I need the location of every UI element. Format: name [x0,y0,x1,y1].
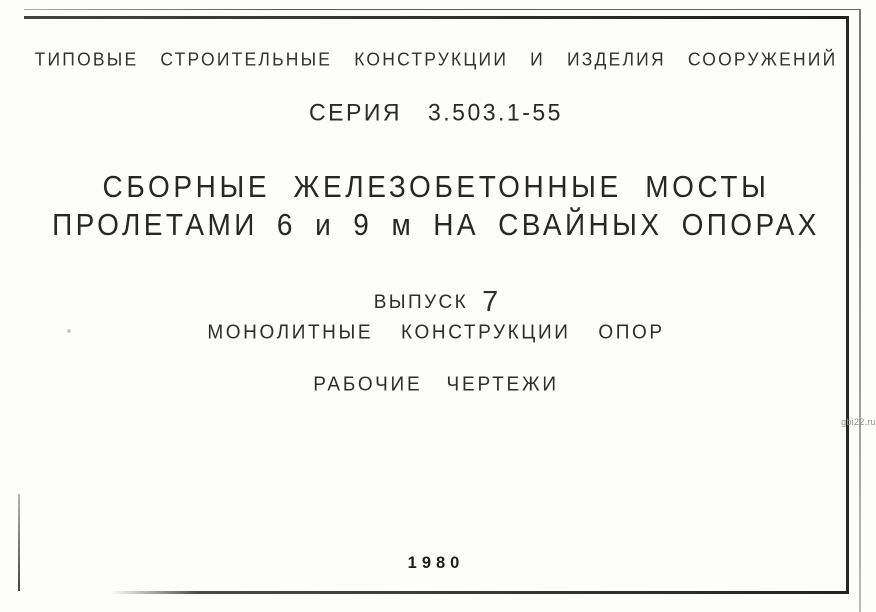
year-label: 1980 [407,554,465,572]
series-label: СЕРИЯ [309,98,402,126]
frame-bottom-line [110,591,849,594]
issue-line [24,286,848,319]
document-type-label: РАБОЧИЕ ЧЕРТЕЖИ [313,373,559,396]
document-subtitle: МОНОЛИТНЫЕ КОНСТРУКЦИИ ОПОР [207,321,665,344]
series-number: 3.503.1-55 [427,98,563,126]
main-title-line2: ПРОЛЕТАМИ 6 и 9 м НА СВАЙНЫХ ОПОРАХ [52,207,820,242]
series-line [24,98,848,126]
document-header: ТИПОВЫЕ СТРОИТЕЛЬНЫЕ КОНСТРУКЦИИ И ИЗДЕЛИЯ СООРУЖЕНИЙ [34,48,838,70]
site-watermark: gbi22.ru [841,417,876,427]
frame-top-inner-line [24,16,849,19]
frame-right-outer-line [859,9,861,612]
main-title-line1: СБОРНЫЕ ЖЕЛЕЗОБЕТОННЫЕ МОСТЫ [102,169,770,204]
issue-number: 7 [482,286,499,318]
issue-label: ВЫПУСК [373,292,469,313]
frame-top-outer-line [24,9,859,10]
frame-left-partial-line [18,494,20,591]
